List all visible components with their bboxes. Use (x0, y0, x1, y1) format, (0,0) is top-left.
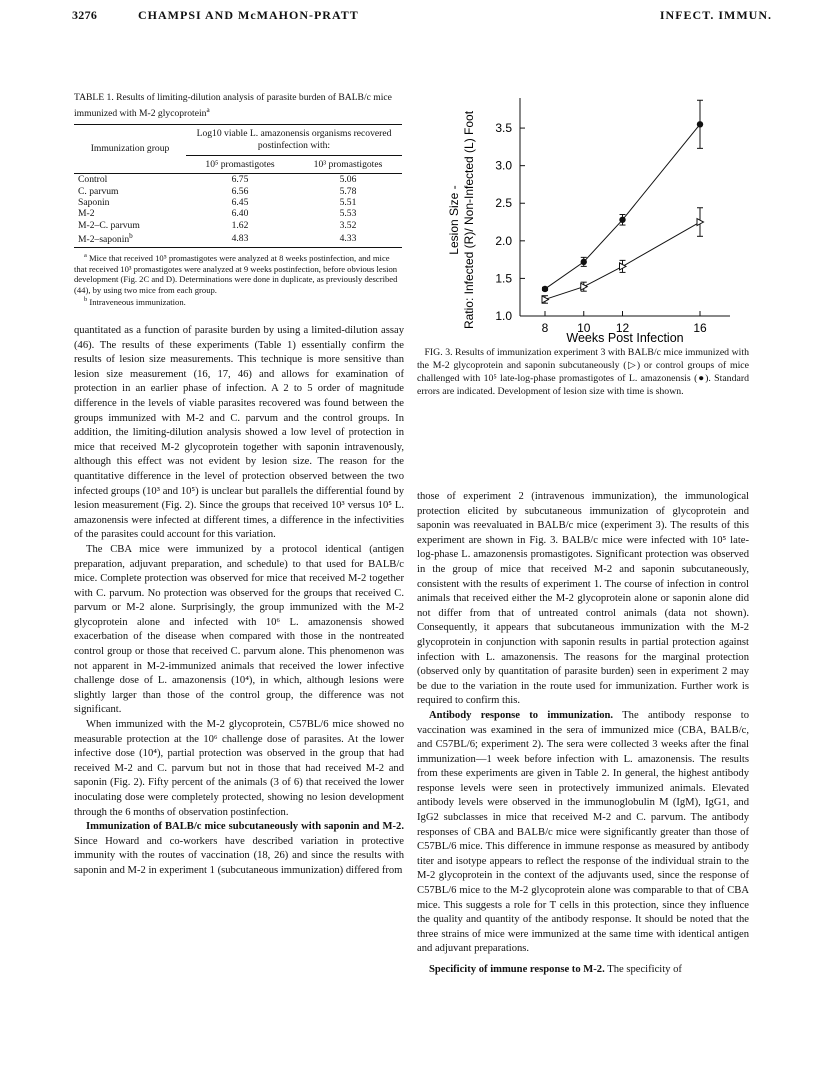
table-row (74, 231, 402, 245)
section-heading: Immunization of BALB/c mice subcutaneously with saponin and M-2. (86, 821, 404, 833)
paragraph: those of experiment 2 (intravenous immunization), the immunological protection elicited by subcutaneous immunization of glycoprotein and saponin was reevaluated in BALB/c mice (experiment 3). The results of this experiment are shown in Fig. 3. BALB/c mice were infected with 10⁵ late-log-phase L. amazonensis promastigotes. Significant protection was observed in the group of mice that received M-2 and saponin subcutaneously, consistent with the results of experiment 1. The course of infection in control animals that received either the M-2 glycoprotein alone or saponin alone did not differ from that of untreated control animals (data not shown). Consequently, it appears that subcutaneous immunization with the M-2 glycoprotein in conjunction with saponin results in partial protection against infection with L. amazonensis. The reasons for the marginal protection (observed only by quantitation of parasite burden) seen in experiment 2 may be due to the variation in the route used for immunization. Further work is required to confirm this. (417, 491, 749, 707)
x-tick-label: 16 (693, 321, 707, 335)
paragraph: quantitated as a function of parasite burden by using a limited-dilution assay (46). The results of these experiments (Table 1) essentially confirm the results of lesion size measurements. This technique is more sensitive than lesion size measurement (16, 17, 46) and allows for examination of protection in an earlier phase of infection. A 2 to 5 order of magnitude difference in the levels of viable parasites recovered was found between the groups immunized with M-2 and C. parvum and the control groups. In addition, the limiting-dilution analysis showed a low level of protection in mice that received M-2 glycoprotein together with saponin intravenously, although this effect was not evident by lesion size. The reason for the quantitative difference in the level of protection observed between the two infected groups (10³ and 10⁵) is unclear but parallels the differential found by lesion measurement (Fig. 2). Since the groups that received 10³ versus 10⁵ L. amazonensis were infected at different times, a difference in the infectivities of the parasites could account for this variation. (74, 325, 404, 541)
data-point-control (697, 121, 703, 127)
paragraph: Antibody response to immunization. The antibody response to vaccination was examined in the sera of immunized mice (CBA, BALB/c, and C57BL/6; experiment 2). The sera were collected 3 weeks after the final immunization—1 week before infection with L. amazonensis. The results from these experiments are given in Table 2. In general, the highest antibody response levels were seen in protectively immunized animals. Elevated antibody levels were observed in the immunoglobulin M (IgM), IgG1, and IgG2 subclasses in mice that received M-2 and C. parvum. The antibody responses of CBA and BALB/c mice were significantly greater than those of C57BL/6 mice. This difference in immune response as measured by antibody titer and isotype appears to reflect the response of the individual strain to the M-2 glycoprotein in the context of the adjuvants used, since the response of C57BL/6 mice to the M-2 glycoprotein alone was comparable to that of CBA mice. This suggests a role for T cells in this protection, since they influence the quality and quantity of the antibody response. It should be noted that the three strains of mice were immunized at the same time with identical antigen and adjuvant preparations. (417, 709, 749, 955)
table-row (74, 174, 402, 186)
table-1 (74, 92, 402, 308)
y-tick-label: 3.0 (495, 158, 512, 173)
x-tick-label: 8 (541, 321, 549, 335)
y-tick-label: 1.0 (495, 309, 512, 323)
row-group: M-2 (78, 208, 95, 220)
x-tick-label: 10 (577, 321, 591, 335)
col-header-1e5: 10⁵ promastigotes (205, 159, 275, 171)
value-1e3: 5.51 (339, 197, 357, 209)
paragraph: Specificity of immune response to M-2. The specificity of (429, 964, 682, 975)
data-point-control (542, 286, 548, 292)
y-axis-label-line2: Ratio: Infected (R)/ Non-Infected (L) Foot (462, 110, 476, 330)
value-1e3: 3.52 (339, 219, 357, 231)
section-heading: Specificity of immune response to M-2. (429, 964, 605, 975)
y-ticks (495, 121, 525, 323)
y-tick-label: 3.5 (495, 121, 512, 136)
value-1e5: 1.62 (231, 219, 249, 231)
value-1e3: 5.53 (339, 208, 357, 220)
table-body (74, 174, 402, 245)
row-group: Saponin (78, 197, 110, 209)
right-column (417, 490, 749, 978)
row-group: C. parvum (78, 185, 119, 197)
value-1e5: 6.45 (231, 197, 249, 209)
series-layer (542, 100, 704, 303)
footnote-a: $^a$ Mice that received 10⁵ promastigotes were analyzed at 8 weeks postinfection, and mice that received 10³ promastigotes were analyzed at 9 weeks postinfection, before obvious lesion development (Fig. 2C and D). Determinations were done in duplicate, as previously described (44), by using two mice from each group. (74, 252, 398, 295)
figure-3-caption: FIG. 3. Results of immunization experiment 3 with BALB/c mice immunized with the M-2 glycoprotein and saponin subcutaneously (▷) or control groups of mice challenged with 10⁵ late-log-phase promastigotes of L. amazonensis (●). Standard errors are indicated. Development of lesion size with time is shown. (417, 347, 749, 397)
table-row (74, 197, 402, 208)
y-tick-label: 2.5 (495, 196, 512, 211)
paragraph: Immunization of BALB/c mice subcutaneously with saponin and M-2. Since Howard and co-workers have described variation in protective immunity with the routes of vaccination (18, 26) and since the results with saponin and M-2 in experiment 1 (subcutaneous immunization) differed from (74, 821, 404, 876)
table-row (74, 220, 402, 231)
col-header-group: Immunization group (90, 143, 170, 155)
value-1e5: 4.83 (231, 232, 249, 244)
row-group: M-2–C. parvum (78, 219, 140, 231)
value-1e5: 6.56 (231, 185, 249, 197)
col-header-1e3: 10³ promastigotes (313, 159, 383, 171)
row-group: Control (78, 174, 108, 186)
paragraph: The CBA mice were immunized by a protocol identical (antigen preparation, adjuvant preparation, and schedule) to that used for BALB/c mice. Complete protection was observed for mice that received M-2 together with C. parvum. No protection was observed for the groups that received C. parvum or M-2 alone. Surprisingly, the group immunized with the M-2 glycoprotein alone and infected with 10⁶ L. amazonensis showed exacerbation of the disease when compared with those in the nontreated control group or those that received C. parvum alone. This phenomenon was not apparent in M-2-immunized animals that received the lower infective challenge dose of L. amazonensis (10⁴), in which, although lesions were slightly larger than those of the control group, the difference was not significant. (74, 543, 404, 716)
table-row (74, 186, 402, 197)
value-1e3: 4.33 (339, 232, 357, 244)
value-1e3: 5.78 (339, 185, 357, 197)
results-table (74, 124, 402, 245)
value-1e3: 5.06 (339, 174, 357, 186)
footnote-b: $^b$ Intraveneous immunization. (84, 296, 186, 308)
y-tick-label: 2.0 (495, 233, 512, 248)
table-header-row (74, 125, 402, 156)
data-point-control (581, 259, 587, 265)
row-group: M-2–saponin$^b$ (78, 231, 133, 246)
table-row (74, 208, 402, 219)
section-heading: Antibody response to immunization. (429, 709, 614, 721)
value-1e5: 6.40 (231, 208, 249, 220)
left-column (74, 324, 404, 879)
value-1e5: 6.75 (231, 174, 249, 186)
paragraph: When immunized with the M-2 glycoprotein, C57BL/6 mice showed no measurable protection at the 10⁶ challenge dose of parasites. At the lower infective dose (10⁴), partial protection was observed in the group that had received M-2 and C. parvum but not in those that had received M-2 and saponin (Fig. 2). Fifty percent of the animals (3 of 6) that received the lower inoculating dose were completely protected, showing no lesion development through the 6 months of observation postinfection. (74, 719, 404, 818)
x-tick-label: 12 (615, 321, 630, 335)
data-point-control (619, 217, 625, 223)
page-number: 3276 (72, 8, 98, 22)
running-authors: CHAMPSI AND McMAHON-PRATT (138, 8, 359, 22)
x-axis-label: Weeks Post Infection (566, 331, 684, 345)
journal-name: INFECT. IMMUN. (659, 8, 772, 22)
col-header-span: Log10 viable L. amazonensis organisms recovered postinfection with: (186, 125, 402, 156)
table-caption: TABLE 1. Results of limiting-dilution analysis of parasite burden of BALB/c mice immunized with M-2 glycoprotein$^a$ (74, 92, 392, 120)
y-axis-label-line1: Lesion Size - (447, 185, 461, 255)
figure-3-chart (440, 88, 770, 346)
y-tick-label: 1.5 (495, 271, 512, 286)
